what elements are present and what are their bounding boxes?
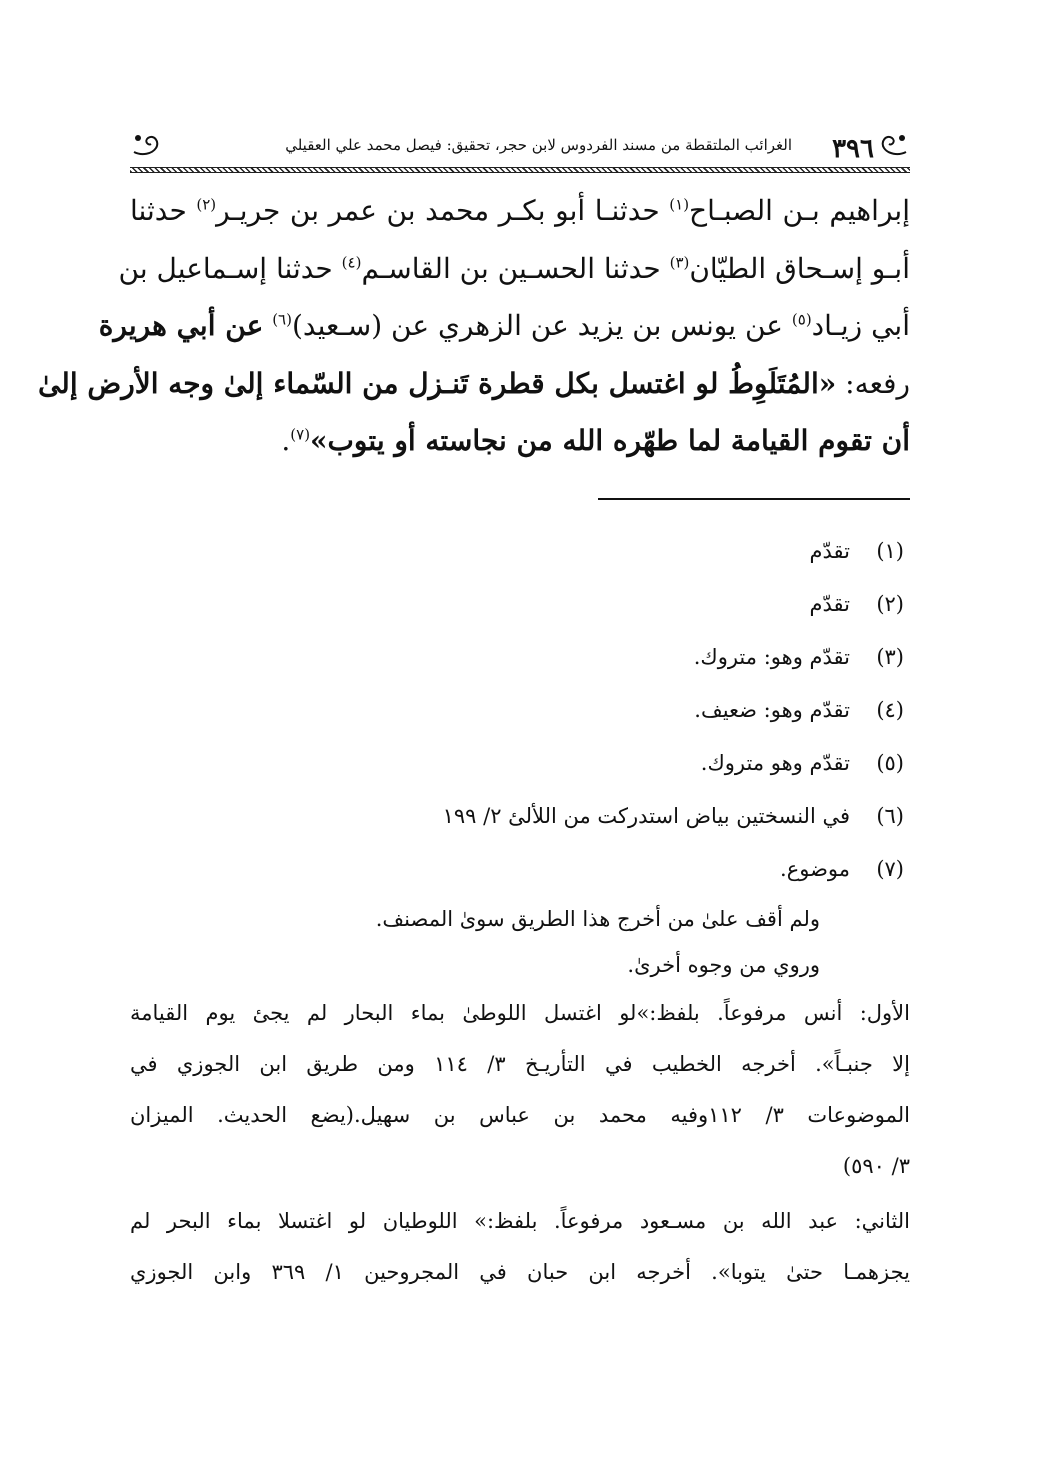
footnote-note: وروي من وجوه أخرىٰ. [627, 953, 820, 977]
footnote [130, 631, 910, 684]
footnote-text: تقدّم وهو: ضعيف. [694, 698, 850, 722]
paragraph-line: الموضوعات ٣/ ١١٢وفيه محمد بن عباس بن سهيل.(يضع الحديث. الميزان [130, 1103, 910, 1127]
footnotes [130, 525, 910, 1298]
footnote-ref: (٧) [290, 425, 311, 444]
text-span: حدثنا الحسـين بن القاسـم [361, 251, 661, 285]
ornament-icon [876, 130, 910, 160]
text-line [130, 412, 910, 470]
footnote-text: تقدّم وهو: متروك. [693, 645, 850, 669]
footnote-ref: (٢) [196, 195, 217, 214]
footnote-text: تقدّم [809, 539, 850, 563]
text-span: أبـو إسـحاق الطيّان [689, 251, 910, 285]
paragraph-line: الأول: أنس مرفوعاً. بلفظ:»لو اغتسل اللوطىٰ بماء البحار لم يجئ يوم القيامة [130, 1001, 910, 1025]
text-span: حدثنا [130, 194, 187, 227]
footnote-number: (٣) [876, 645, 904, 669]
footnote-number: (١) [876, 539, 904, 563]
footnote-text: موضوع. [780, 857, 850, 881]
text-span: حدثنا إسـماعيل بن [118, 251, 333, 285]
text-line [98, 297, 910, 355]
text-line [130, 182, 910, 240]
text-span: أبي زيـاد [811, 309, 910, 342]
text-line [118, 240, 910, 298]
text-span: عن أبي هريرة [98, 309, 264, 342]
paragraph-line: ٣/ ٥٩٠) [842, 1154, 910, 1178]
ornament-icon [130, 130, 164, 160]
footnote [130, 525, 910, 578]
footnote-number: (٧) [876, 857, 904, 881]
footnote-note: ولم أقف علىٰ من أخرج هذا الطريق سوىٰ المصنف. [375, 907, 820, 931]
text-span: حدثنـا أبو بكـر محمد بن عمر بن جريـر [216, 194, 660, 227]
footnote [130, 843, 910, 896]
footnote [130, 578, 910, 631]
footnote-ref: (٦) [272, 310, 292, 329]
footnote-ref: (٣) [669, 253, 690, 272]
footnote-text: تقدّم وهو متروك. [700, 751, 850, 775]
text-span: «المُتَلَوِطُ لو اغتسل بكل قطرة تَنـزل من السّماء إلىٰ وجه الأرض إلىٰ [37, 366, 837, 400]
paragraph-line: يجزهمـا حتىٰ يتوبا». أخرجه ابن حبان في المجروحين ١/ ٣٦٩ وابن الجوزي [130, 1260, 910, 1284]
footnote-number: (٢) [876, 592, 904, 616]
text-span: أن تقوم القيامة لما طهّره الله من نجاسته أو يتوب» [310, 424, 910, 457]
page-header [130, 128, 910, 168]
paragraph-line: إلا جنبـاً». أخرجه الخطيب في التأريـخ ٣/ ١١٤ ومن طريق ابن الجوزي في [130, 1052, 910, 1076]
footnote-ref: (١) [669, 195, 690, 214]
footnote-text: تقدّم [809, 592, 850, 616]
footnote-number: (٥) [876, 751, 904, 775]
text-line [37, 355, 910, 413]
footnote-number: (٤) [876, 698, 904, 722]
footnote-ref: (٥) [791, 310, 812, 329]
footnote-separator [598, 498, 910, 500]
running-title: الغرائب الملتقطة من مسند الفردوس لابن حجر، تحقيق: فيصل محمد علي العقيلي [285, 136, 792, 154]
footnote-paragraph [130, 1196, 910, 1298]
page-number: ٣٩٦ [832, 134, 874, 164]
footnote-number: (٦) [876, 804, 904, 828]
text-span: . [281, 424, 291, 457]
text-span: عن يونس بن يزيد عن الزهري عن (سـعيد) [291, 309, 783, 342]
footnote [130, 790, 910, 843]
footnote-ref: (٤) [341, 253, 362, 272]
footnote [130, 684, 910, 737]
text-span: إبراهيم بـن الصبـاح [689, 194, 910, 227]
footnote [130, 737, 910, 790]
footnote-paragraph [130, 988, 910, 1192]
text-span: رفعه: [845, 366, 910, 400]
hadith-text [37, 182, 910, 470]
paragraph-line: الثاني: عبد الله بن مسـعود مرفوعاً. بلفظ:» اللوطيان لو اغتسلا بماء البحر لم [130, 1209, 910, 1233]
footnote-text: في النسختين بياض استدركت من اللألئ ٢/ ١٩٩ [442, 804, 850, 828]
header-divider [130, 167, 910, 173]
